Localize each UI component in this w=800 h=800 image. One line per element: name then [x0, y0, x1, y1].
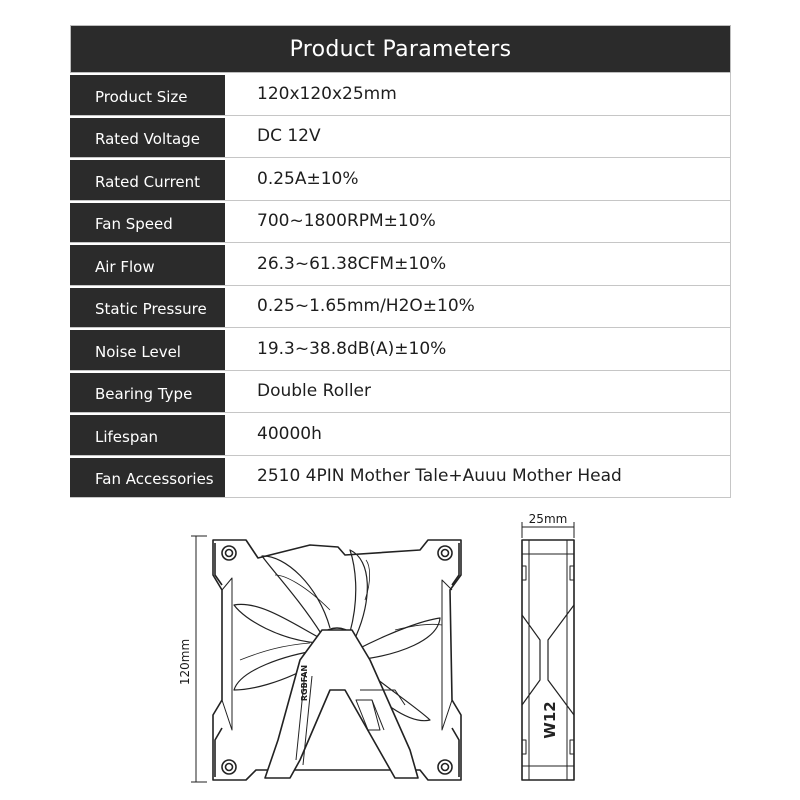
table-title: Product Parameters [70, 25, 731, 73]
fan-front-view-icon [213, 540, 461, 780]
param-label: Lifespan [70, 413, 225, 455]
param-label: Fan Speed [70, 201, 225, 243]
param-label: Fan Accessories [70, 456, 225, 498]
table-row [70, 243, 731, 286]
table-row [70, 456, 731, 499]
param-value: 0.25~1.65mm/H2O±10% [225, 286, 731, 328]
param-value: Double Roller [225, 371, 731, 413]
table-row [70, 413, 731, 456]
param-label: Rated Current [70, 158, 225, 200]
table-row [70, 371, 731, 414]
param-value: 19.3~38.8dB(A)±10% [225, 328, 731, 370]
param-value: 26.3~61.38CFM±10% [225, 243, 731, 285]
model-text: W12 [541, 701, 559, 739]
param-value: 0.25A±10% [225, 158, 731, 200]
fan-drawings [0, 505, 800, 800]
param-label: Static Pressure [70, 286, 225, 328]
param-value: 40000h [225, 413, 731, 455]
table-row [70, 158, 731, 201]
param-value: 120x120x25mm [225, 73, 731, 115]
brand-text: RGBFAN [300, 664, 309, 702]
depth-label: 25mm [528, 512, 568, 526]
table-row [70, 201, 731, 244]
param-label: Air Flow [70, 243, 225, 285]
param-value: 700~1800RPM±10% [225, 201, 731, 243]
param-label: Product Size [70, 73, 225, 115]
product-parameters-table [70, 25, 731, 498]
height-label: 120mm [178, 638, 192, 686]
table-row [70, 328, 731, 371]
param-value: 2510 4PIN Mother Tale+Auuu Mother Head [225, 456, 731, 498]
param-label: Rated Voltage [70, 116, 225, 158]
height-dimension [191, 536, 207, 782]
table-row [70, 116, 731, 159]
param-label: Noise Level [70, 328, 225, 370]
param-value: DC 12V [225, 116, 731, 158]
fan-side-view-icon [522, 540, 574, 780]
table-row [70, 73, 731, 116]
param-label: Bearing Type [70, 371, 225, 413]
table-row [70, 286, 731, 329]
